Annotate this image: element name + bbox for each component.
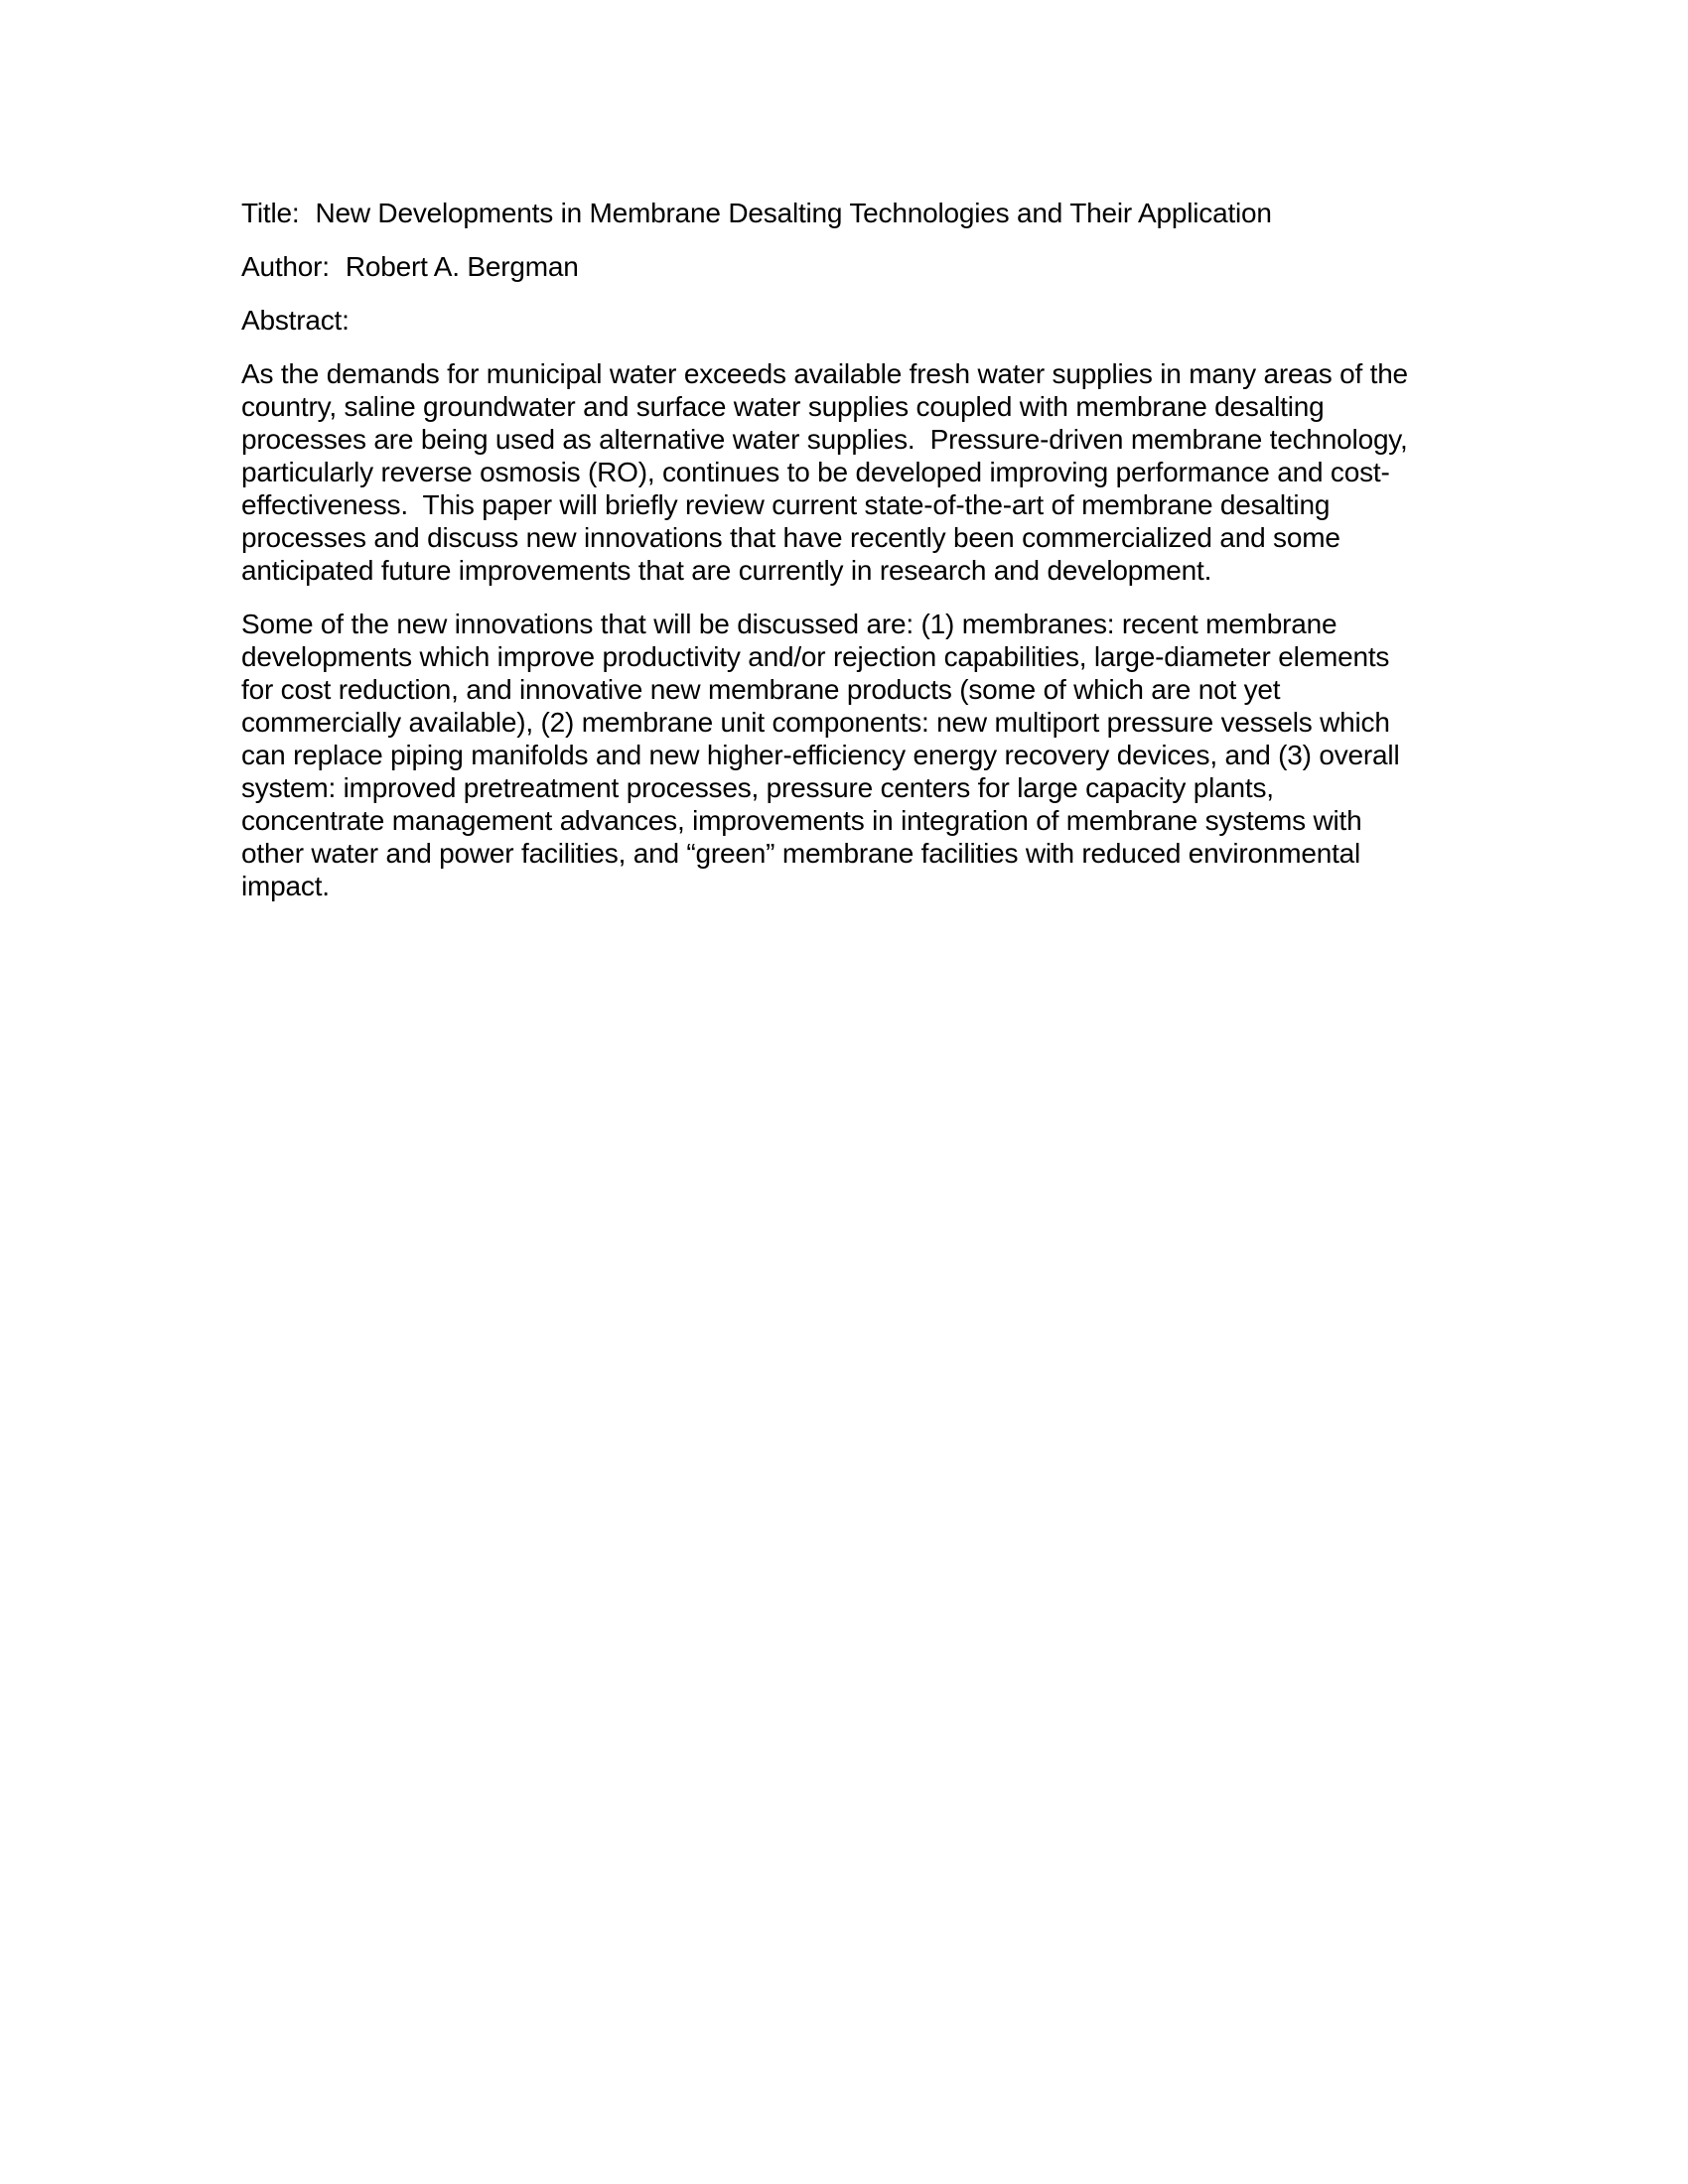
document-content	[241, 197, 1631, 923]
abstract-paragraph-1	[241, 357, 1631, 587]
abstract-line: processes are being used as alternative water supplies. Pressure-driven membrane technology,	[241, 424, 1408, 455]
abstract-line: system: improved pretreatment processes, pressure centers for large capacity plants,	[241, 772, 1274, 803]
abstract-line: As the demands for municipal water exceeds available fresh water supplies in many areas of the	[241, 358, 1408, 389]
author-text: Robert A. Bergman	[345, 251, 579, 282]
abstract-line: Some of the new innovations that will be discussed are: (1) membranes: recent membrane	[241, 609, 1337, 639]
abstract-line: effectiveness. This paper will briefly review current state-of-the-art of membrane desalting	[241, 489, 1331, 520]
abstract-line: anticipated future improvements that are currently in research and development.	[241, 555, 1212, 586]
abstract-line: processes and discuss new innovations that have recently been commercialized and some	[241, 522, 1340, 553]
abstract-paragraph-2	[241, 608, 1631, 902]
abstract-line: other water and power facilities, and “green” membrane facilities with reduced environmental	[241, 838, 1361, 869]
abstract-line: for cost reduction, and innovative new membrane products (some of which are not yet	[241, 674, 1281, 705]
abstract-line: particularly reverse osmosis (RO), continues to be developed improving performance and cost-	[241, 457, 1390, 487]
author-label: Author:	[241, 251, 330, 282]
author-line	[241, 250, 1631, 283]
title-text: New Developments in Membrane Desalting Technologies and Their Application	[315, 198, 1272, 228]
abstract-line: impact.	[241, 871, 330, 901]
abstract-heading: Abstract:	[241, 305, 350, 336]
abstract-line: commercially available), (2) membrane unit components: new multiport pressure vessels which	[241, 707, 1390, 738]
abstract-line: country, saline groundwater and surface water supplies coupled with membrane desalting	[241, 391, 1325, 422]
title-label: Title:	[241, 198, 300, 228]
abstract-line: can replace piping manifolds and new higher-efficiency energy recovery devices, and (3) overall	[241, 740, 1400, 770]
title-line	[241, 197, 1631, 229]
abstract-line: concentrate management advances, improvements in integration of membrane systems with	[241, 805, 1362, 836]
abstract-line: developments which improve productivity and/or rejection capabilities, large-diameter elements	[241, 641, 1390, 672]
